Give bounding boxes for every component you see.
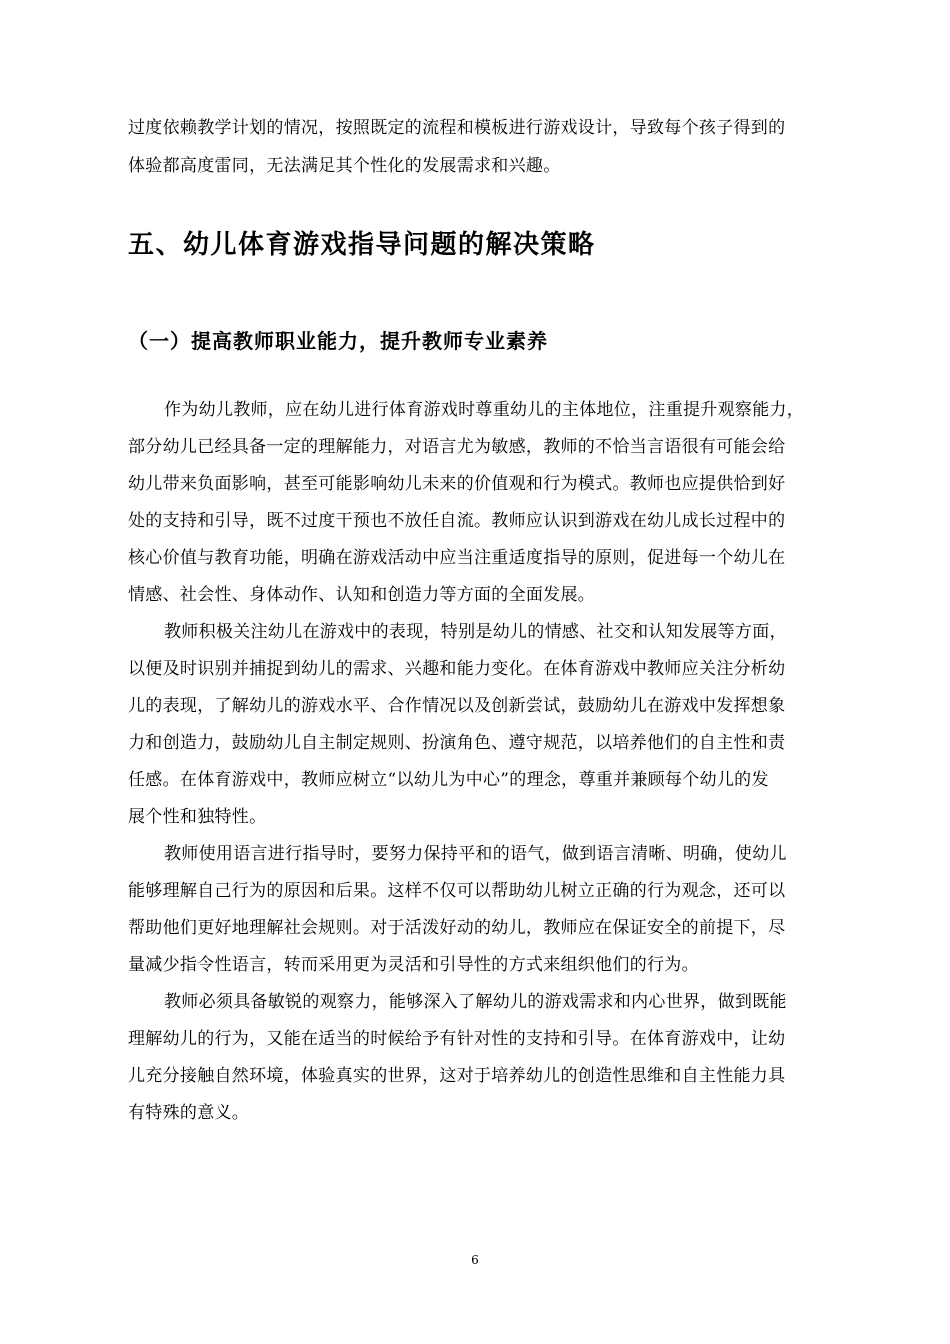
intro-line: 过度依赖教学计划的情况，按照既定的流程和模板进行游戏设计，导致每个孩子得到的 (128, 118, 786, 138)
paragraph-line: 量减少指令性语言，转而采用更为灵活和引导性的方式来组织他们的行为。 (128, 955, 699, 975)
paragraph-line: 部分幼儿已经具备一定的理解能力，对语言尤为敏感，教师的不恰当言语很有可能会给 (128, 437, 786, 457)
paragraph-line: 儿的表现，了解幼儿的游戏水平、合作情况以及创新尝试，鼓励幼儿在游戏中发挥想象 (128, 696, 786, 716)
page-number: 6 (471, 1253, 479, 1267)
paragraph-line: 幼儿带来负面影响，甚至可能影响幼儿未来的价值观和行为模式。教师也应提供恰到好 (128, 474, 786, 494)
subsection-title: （一）提高教师职业能力，提升教师专业素养 (128, 329, 548, 353)
paragraph-line: 能够理解自己行为的原因和后果。这样不仅可以帮助幼儿树立正确的行为观念，还可以 (128, 881, 786, 901)
paragraph-line: 有特殊的意义。 (128, 1103, 250, 1123)
paragraph-line: 力和创造力，鼓励幼儿自主制定规则、扮演角色、遵守规范，以培养他们的自主性和责 (128, 733, 786, 753)
paragraph-line: 核心价值与教育功能，明确在游戏活动中应当注重适度指导的原则，促进每一个幼儿在 (128, 548, 786, 568)
intro-line: 体验都高度雷同，无法满足其个性化的发展需求和兴趣。 (128, 156, 561, 176)
paragraph-line: 作为幼儿教师，应在幼儿进行体育游戏时尊重幼儿的主体地位，注重提升观察能力， (164, 400, 805, 420)
paragraph-line: 处的支持和引导，既不过度干预也不放任自流。教师应认识到游戏在幼儿成长过程中的 (128, 511, 786, 531)
paragraph-line: 儿充分接触自然环境，体验真实的世界，这对于培养幼儿的创造性思维和自主性能力具 (128, 1066, 786, 1086)
paragraph-line: 教师使用语言进行指导时，要努力保持平和的语气，做到语言清晰、明确，使幼儿 (164, 844, 787, 864)
section-title: 五、幼儿体育游戏指导问题的解决策略 (128, 230, 596, 260)
paragraph-line: 帮助他们更好地理解社会规则。对于活泼好动的幼儿，教师应在保证安全的前提下，尽 (128, 918, 786, 938)
paragraph-line: 展个性和独特性。 (128, 807, 267, 827)
paragraph-line: 理解幼儿的行为，又能在适当的时候给予有针对性的支持和引导。在体育游戏中，让幼 (128, 1029, 786, 1049)
paragraph-line: 教师积极关注幼儿在游戏中的表现，特别是幼儿的情感、社交和认知发展等方面， (164, 622, 787, 642)
paragraph-line: 教师必须具备敏锐的观察力，能够深入了解幼儿的游戏需求和内心世界，做到既能 (164, 992, 787, 1012)
paragraph-line: 任感。在体育游戏中，教师应树立“以幼儿为中心”的理念，尊重并兼顾每个幼儿的发 (128, 770, 769, 790)
paragraph-line: 以便及时识别并捕捉到幼儿的需求、兴趣和能力变化。在体育游戏中教师应关注分析幼 (128, 659, 786, 679)
paragraph-line: 情感、社会性、身体动作、认知和创造力等方面的全面发展。 (128, 585, 596, 605)
